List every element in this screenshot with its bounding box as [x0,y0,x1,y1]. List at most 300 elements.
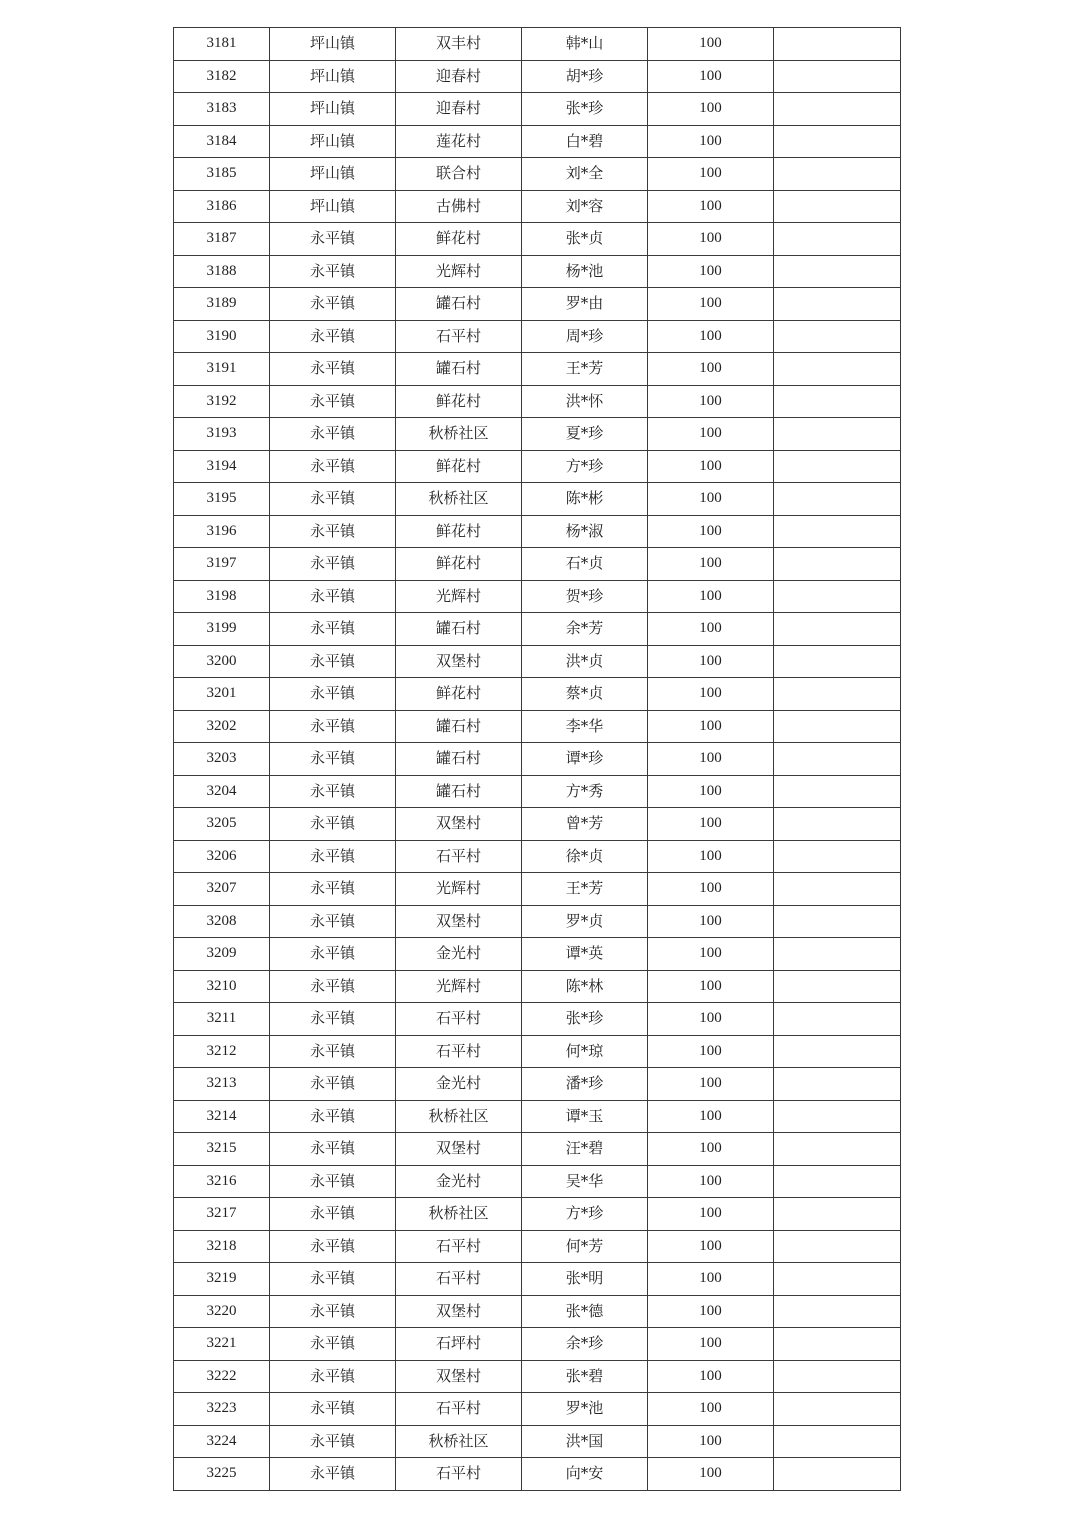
remarks-cell [774,1165,901,1198]
remarks-cell [774,158,901,191]
village-cell: 秋桥社区 [396,418,522,451]
row-number: 3209 [174,938,270,971]
remarks-cell [774,93,901,126]
remarks-cell [774,873,901,906]
table-row [174,1165,901,1198]
village-cell: 石坪村 [396,1328,522,1361]
name-cell: 余*珍 [522,1328,648,1361]
table-row [174,873,901,906]
township-cell: 永平镇 [270,1035,396,1068]
remarks-cell [774,645,901,678]
village-cell: 古佛村 [396,190,522,223]
name-cell: 方*珍 [522,1198,648,1231]
row-number: 3224 [174,1425,270,1458]
village-cell: 鲜花村 [396,223,522,256]
village-cell: 莲花村 [396,125,522,158]
remarks-cell [774,1198,901,1231]
amount-cell: 100 [648,190,774,223]
remarks-cell [774,710,901,743]
row-number: 3194 [174,450,270,483]
amount-cell: 100 [648,1360,774,1393]
table-row [174,710,901,743]
village-cell: 秋桥社区 [396,1198,522,1231]
amount-cell: 100 [648,775,774,808]
township-cell: 永平镇 [270,483,396,516]
remarks-cell [774,1458,901,1491]
name-cell: 何*琼 [522,1035,648,1068]
row-number: 3216 [174,1165,270,1198]
township-cell: 坪山镇 [270,158,396,191]
township-cell: 永平镇 [270,1295,396,1328]
table-row [174,840,901,873]
township-cell: 永平镇 [270,1133,396,1166]
village-cell: 双堡村 [396,1360,522,1393]
remarks-cell [774,1133,901,1166]
township-cell: 永平镇 [270,1198,396,1231]
amount-cell: 100 [648,418,774,451]
remarks-cell [774,450,901,483]
table-row [174,1328,901,1361]
row-number: 3193 [174,418,270,451]
name-cell: 罗*贞 [522,905,648,938]
row-number: 3192 [174,385,270,418]
row-number: 3210 [174,970,270,1003]
name-cell: 张*明 [522,1263,648,1296]
township-cell: 永平镇 [270,1068,396,1101]
village-cell: 双丰村 [396,28,522,61]
remarks-cell [774,28,901,61]
village-cell: 石平村 [396,1035,522,1068]
name-cell: 王*芳 [522,353,648,386]
table-row [174,1425,901,1458]
name-cell: 张*珍 [522,93,648,126]
remarks-cell [774,808,901,841]
table-row [174,158,901,191]
name-cell: 曾*芳 [522,808,648,841]
township-cell: 永平镇 [270,580,396,613]
name-cell: 张*贞 [522,223,648,256]
township-cell: 永平镇 [270,743,396,776]
table-row [174,970,901,1003]
table-row [174,808,901,841]
name-cell: 胡*珍 [522,60,648,93]
village-cell: 双堡村 [396,905,522,938]
table-row [174,190,901,223]
table-row [174,1068,901,1101]
row-number: 3201 [174,678,270,711]
township-cell: 坪山镇 [270,28,396,61]
name-cell: 洪*贞 [522,645,648,678]
table-row [174,223,901,256]
village-cell: 罐石村 [396,288,522,321]
table-row [174,255,901,288]
table-row [174,288,901,321]
name-cell: 贺*珍 [522,580,648,613]
name-cell: 王*芳 [522,873,648,906]
village-cell: 秋桥社区 [396,483,522,516]
name-cell: 刘*容 [522,190,648,223]
table-row [174,1360,901,1393]
row-number: 3211 [174,1003,270,1036]
row-number: 3190 [174,320,270,353]
amount-cell: 100 [648,1393,774,1426]
name-cell: 李*华 [522,710,648,743]
amount-cell: 100 [648,28,774,61]
amount-cell: 100 [648,385,774,418]
row-number: 3202 [174,710,270,743]
village-cell: 双堡村 [396,645,522,678]
township-cell: 永平镇 [270,1263,396,1296]
remarks-cell [774,613,901,646]
roster-body [174,28,901,1491]
table-row [174,1393,901,1426]
township-cell: 永平镇 [270,548,396,581]
remarks-cell [774,1100,901,1133]
township-cell: 永平镇 [270,320,396,353]
amount-cell: 100 [648,1425,774,1458]
amount-cell: 100 [648,1100,774,1133]
village-cell: 光辉村 [396,580,522,613]
row-number: 3184 [174,125,270,158]
township-cell: 永平镇 [270,385,396,418]
amount-cell: 100 [648,645,774,678]
remarks-cell [774,905,901,938]
name-cell: 陈*林 [522,970,648,1003]
remarks-cell [774,548,901,581]
amount-cell: 100 [648,580,774,613]
row-number: 3225 [174,1458,270,1491]
village-cell: 石平村 [396,1393,522,1426]
row-number: 3222 [174,1360,270,1393]
name-cell: 潘*珍 [522,1068,648,1101]
remarks-cell [774,1230,901,1263]
amount-cell: 100 [648,158,774,191]
table-row [174,1230,901,1263]
village-cell: 罐石村 [396,613,522,646]
remarks-cell [774,938,901,971]
table-row [174,515,901,548]
name-cell: 白*碧 [522,125,648,158]
township-cell: 永平镇 [270,353,396,386]
remarks-cell [774,353,901,386]
row-number: 3196 [174,515,270,548]
township-cell: 永平镇 [270,808,396,841]
remarks-cell [774,483,901,516]
amount-cell: 100 [648,483,774,516]
table-row [174,1035,901,1068]
township-cell: 永平镇 [270,678,396,711]
name-cell: 张*珍 [522,1003,648,1036]
name-cell: 何*芳 [522,1230,648,1263]
amount-cell: 100 [648,255,774,288]
village-cell: 光辉村 [396,255,522,288]
township-cell: 永平镇 [270,905,396,938]
township-cell: 永平镇 [270,450,396,483]
township-cell: 永平镇 [270,1360,396,1393]
amount-cell: 100 [648,60,774,93]
amount-cell: 100 [648,515,774,548]
village-cell: 石平村 [396,1003,522,1036]
amount-cell: 100 [648,743,774,776]
remarks-cell [774,1360,901,1393]
village-cell: 金光村 [396,938,522,971]
village-cell: 光辉村 [396,970,522,1003]
row-number: 3213 [174,1068,270,1101]
roster-table [173,27,901,1491]
table-row [174,60,901,93]
table-row [174,483,901,516]
name-cell: 陈*彬 [522,483,648,516]
name-cell: 韩*山 [522,28,648,61]
remarks-cell [774,288,901,321]
township-cell: 永平镇 [270,418,396,451]
village-cell: 石平村 [396,840,522,873]
row-number: 3221 [174,1328,270,1361]
remarks-cell [774,1263,901,1296]
village-cell: 金光村 [396,1068,522,1101]
township-cell: 永平镇 [270,613,396,646]
remarks-cell [774,1003,901,1036]
name-cell: 谭*珍 [522,743,648,776]
village-cell: 光辉村 [396,873,522,906]
amount-cell: 100 [648,93,774,126]
table-row [174,613,901,646]
table-row [174,125,901,158]
table-row [174,1458,901,1491]
amount-cell: 100 [648,678,774,711]
village-cell: 秋桥社区 [396,1100,522,1133]
township-cell: 永平镇 [270,1458,396,1491]
table-row [174,28,901,61]
table-row [174,645,901,678]
table-row [174,905,901,938]
row-number: 3207 [174,873,270,906]
name-cell: 张*德 [522,1295,648,1328]
remarks-cell [774,743,901,776]
row-number: 3187 [174,223,270,256]
name-cell: 杨*淑 [522,515,648,548]
amount-cell: 100 [648,710,774,743]
row-number: 3189 [174,288,270,321]
row-number: 3220 [174,1295,270,1328]
name-cell: 汪*碧 [522,1133,648,1166]
amount-cell: 100 [648,808,774,841]
village-cell: 罐石村 [396,775,522,808]
township-cell: 永平镇 [270,1393,396,1426]
row-number: 3218 [174,1230,270,1263]
row-number: 3208 [174,905,270,938]
village-cell: 鲜花村 [396,450,522,483]
table-row [174,1003,901,1036]
row-number: 3199 [174,613,270,646]
name-cell: 洪*怀 [522,385,648,418]
amount-cell: 100 [648,1263,774,1296]
remarks-cell [774,418,901,451]
table-row [174,353,901,386]
row-number: 3206 [174,840,270,873]
row-number: 3197 [174,548,270,581]
table-row [174,580,901,613]
name-cell: 石*贞 [522,548,648,581]
table-row [174,320,901,353]
township-cell: 永平镇 [270,710,396,743]
remarks-cell [774,775,901,808]
table-row [174,418,901,451]
township-cell: 永平镇 [270,645,396,678]
row-number: 3214 [174,1100,270,1133]
table-row [174,93,901,126]
name-cell: 方*珍 [522,450,648,483]
amount-cell: 100 [648,1133,774,1166]
amount-cell: 100 [648,450,774,483]
table-row [174,1198,901,1231]
remarks-cell [774,840,901,873]
table-row [174,548,901,581]
township-cell: 坪山镇 [270,60,396,93]
row-number: 3191 [174,353,270,386]
village-cell: 迎春村 [396,93,522,126]
amount-cell: 100 [648,125,774,158]
amount-cell: 100 [648,223,774,256]
remarks-cell [774,970,901,1003]
row-number: 3195 [174,483,270,516]
township-cell: 坪山镇 [270,190,396,223]
village-cell: 迎春村 [396,60,522,93]
table-row [174,450,901,483]
remarks-cell [774,1425,901,1458]
village-cell: 石平村 [396,1263,522,1296]
name-cell: 徐*贞 [522,840,648,873]
amount-cell: 100 [648,1295,774,1328]
row-number: 3203 [174,743,270,776]
remarks-cell [774,1068,901,1101]
township-cell: 永平镇 [270,938,396,971]
remarks-cell [774,1295,901,1328]
amount-cell: 100 [648,1458,774,1491]
name-cell: 蔡*贞 [522,678,648,711]
amount-cell: 100 [648,353,774,386]
village-cell: 鲜花村 [396,678,522,711]
township-cell: 永平镇 [270,1230,396,1263]
row-number: 3223 [174,1393,270,1426]
row-number: 3185 [174,158,270,191]
row-number: 3186 [174,190,270,223]
amount-cell: 100 [648,320,774,353]
amount-cell: 100 [648,613,774,646]
table-row [174,678,901,711]
amount-cell: 100 [648,1198,774,1231]
name-cell: 夏*珍 [522,418,648,451]
row-number: 3188 [174,255,270,288]
township-cell: 永平镇 [270,1003,396,1036]
remarks-cell [774,1035,901,1068]
village-cell: 罐石村 [396,710,522,743]
row-number: 3217 [174,1198,270,1231]
remarks-cell [774,678,901,711]
row-number: 3183 [174,93,270,126]
amount-cell: 100 [648,970,774,1003]
table-row [174,1100,901,1133]
township-cell: 永平镇 [270,1165,396,1198]
amount-cell: 100 [648,1165,774,1198]
row-number: 3198 [174,580,270,613]
village-cell: 鲜花村 [396,548,522,581]
remarks-cell [774,515,901,548]
table-row [174,775,901,808]
township-cell: 永平镇 [270,970,396,1003]
village-cell: 石平村 [396,320,522,353]
village-cell: 双堡村 [396,1295,522,1328]
amount-cell: 100 [648,840,774,873]
name-cell: 吴*华 [522,1165,648,1198]
name-cell: 刘*全 [522,158,648,191]
table-row [174,385,901,418]
amount-cell: 100 [648,905,774,938]
name-cell: 余*芳 [522,613,648,646]
row-number: 3181 [174,28,270,61]
village-cell: 石平村 [396,1230,522,1263]
remarks-cell [774,223,901,256]
row-number: 3212 [174,1035,270,1068]
table-row [174,1295,901,1328]
amount-cell: 100 [648,1035,774,1068]
township-cell: 永平镇 [270,840,396,873]
township-cell: 永平镇 [270,515,396,548]
name-cell: 罗*由 [522,288,648,321]
remarks-cell [774,60,901,93]
village-cell: 秋桥社区 [396,1425,522,1458]
table-row [174,743,901,776]
township-cell: 坪山镇 [270,125,396,158]
remarks-cell [774,255,901,288]
amount-cell: 100 [648,288,774,321]
name-cell: 杨*池 [522,255,648,288]
township-cell: 永平镇 [270,873,396,906]
row-number: 3215 [174,1133,270,1166]
row-number: 3205 [174,808,270,841]
township-cell: 永平镇 [270,775,396,808]
amount-cell: 100 [648,1068,774,1101]
village-cell: 鲜花村 [396,515,522,548]
row-number: 3204 [174,775,270,808]
amount-cell: 100 [648,873,774,906]
township-cell: 永平镇 [270,288,396,321]
table-row [174,938,901,971]
name-cell: 方*秀 [522,775,648,808]
township-cell: 坪山镇 [270,93,396,126]
amount-cell: 100 [648,548,774,581]
name-cell: 张*碧 [522,1360,648,1393]
name-cell: 谭*玉 [522,1100,648,1133]
village-cell: 石平村 [396,1458,522,1491]
remarks-cell [774,1328,901,1361]
amount-cell: 100 [648,938,774,971]
amount-cell: 100 [648,1328,774,1361]
table-row [174,1263,901,1296]
name-cell: 洪*国 [522,1425,648,1458]
table-row [174,1133,901,1166]
township-cell: 永平镇 [270,255,396,288]
row-number: 3200 [174,645,270,678]
name-cell: 谭*英 [522,938,648,971]
village-cell: 罐石村 [396,743,522,776]
remarks-cell [774,190,901,223]
village-cell: 金光村 [396,1165,522,1198]
name-cell: 向*安 [522,1458,648,1491]
name-cell: 周*珍 [522,320,648,353]
village-cell: 鲜花村 [396,385,522,418]
remarks-cell [774,320,901,353]
